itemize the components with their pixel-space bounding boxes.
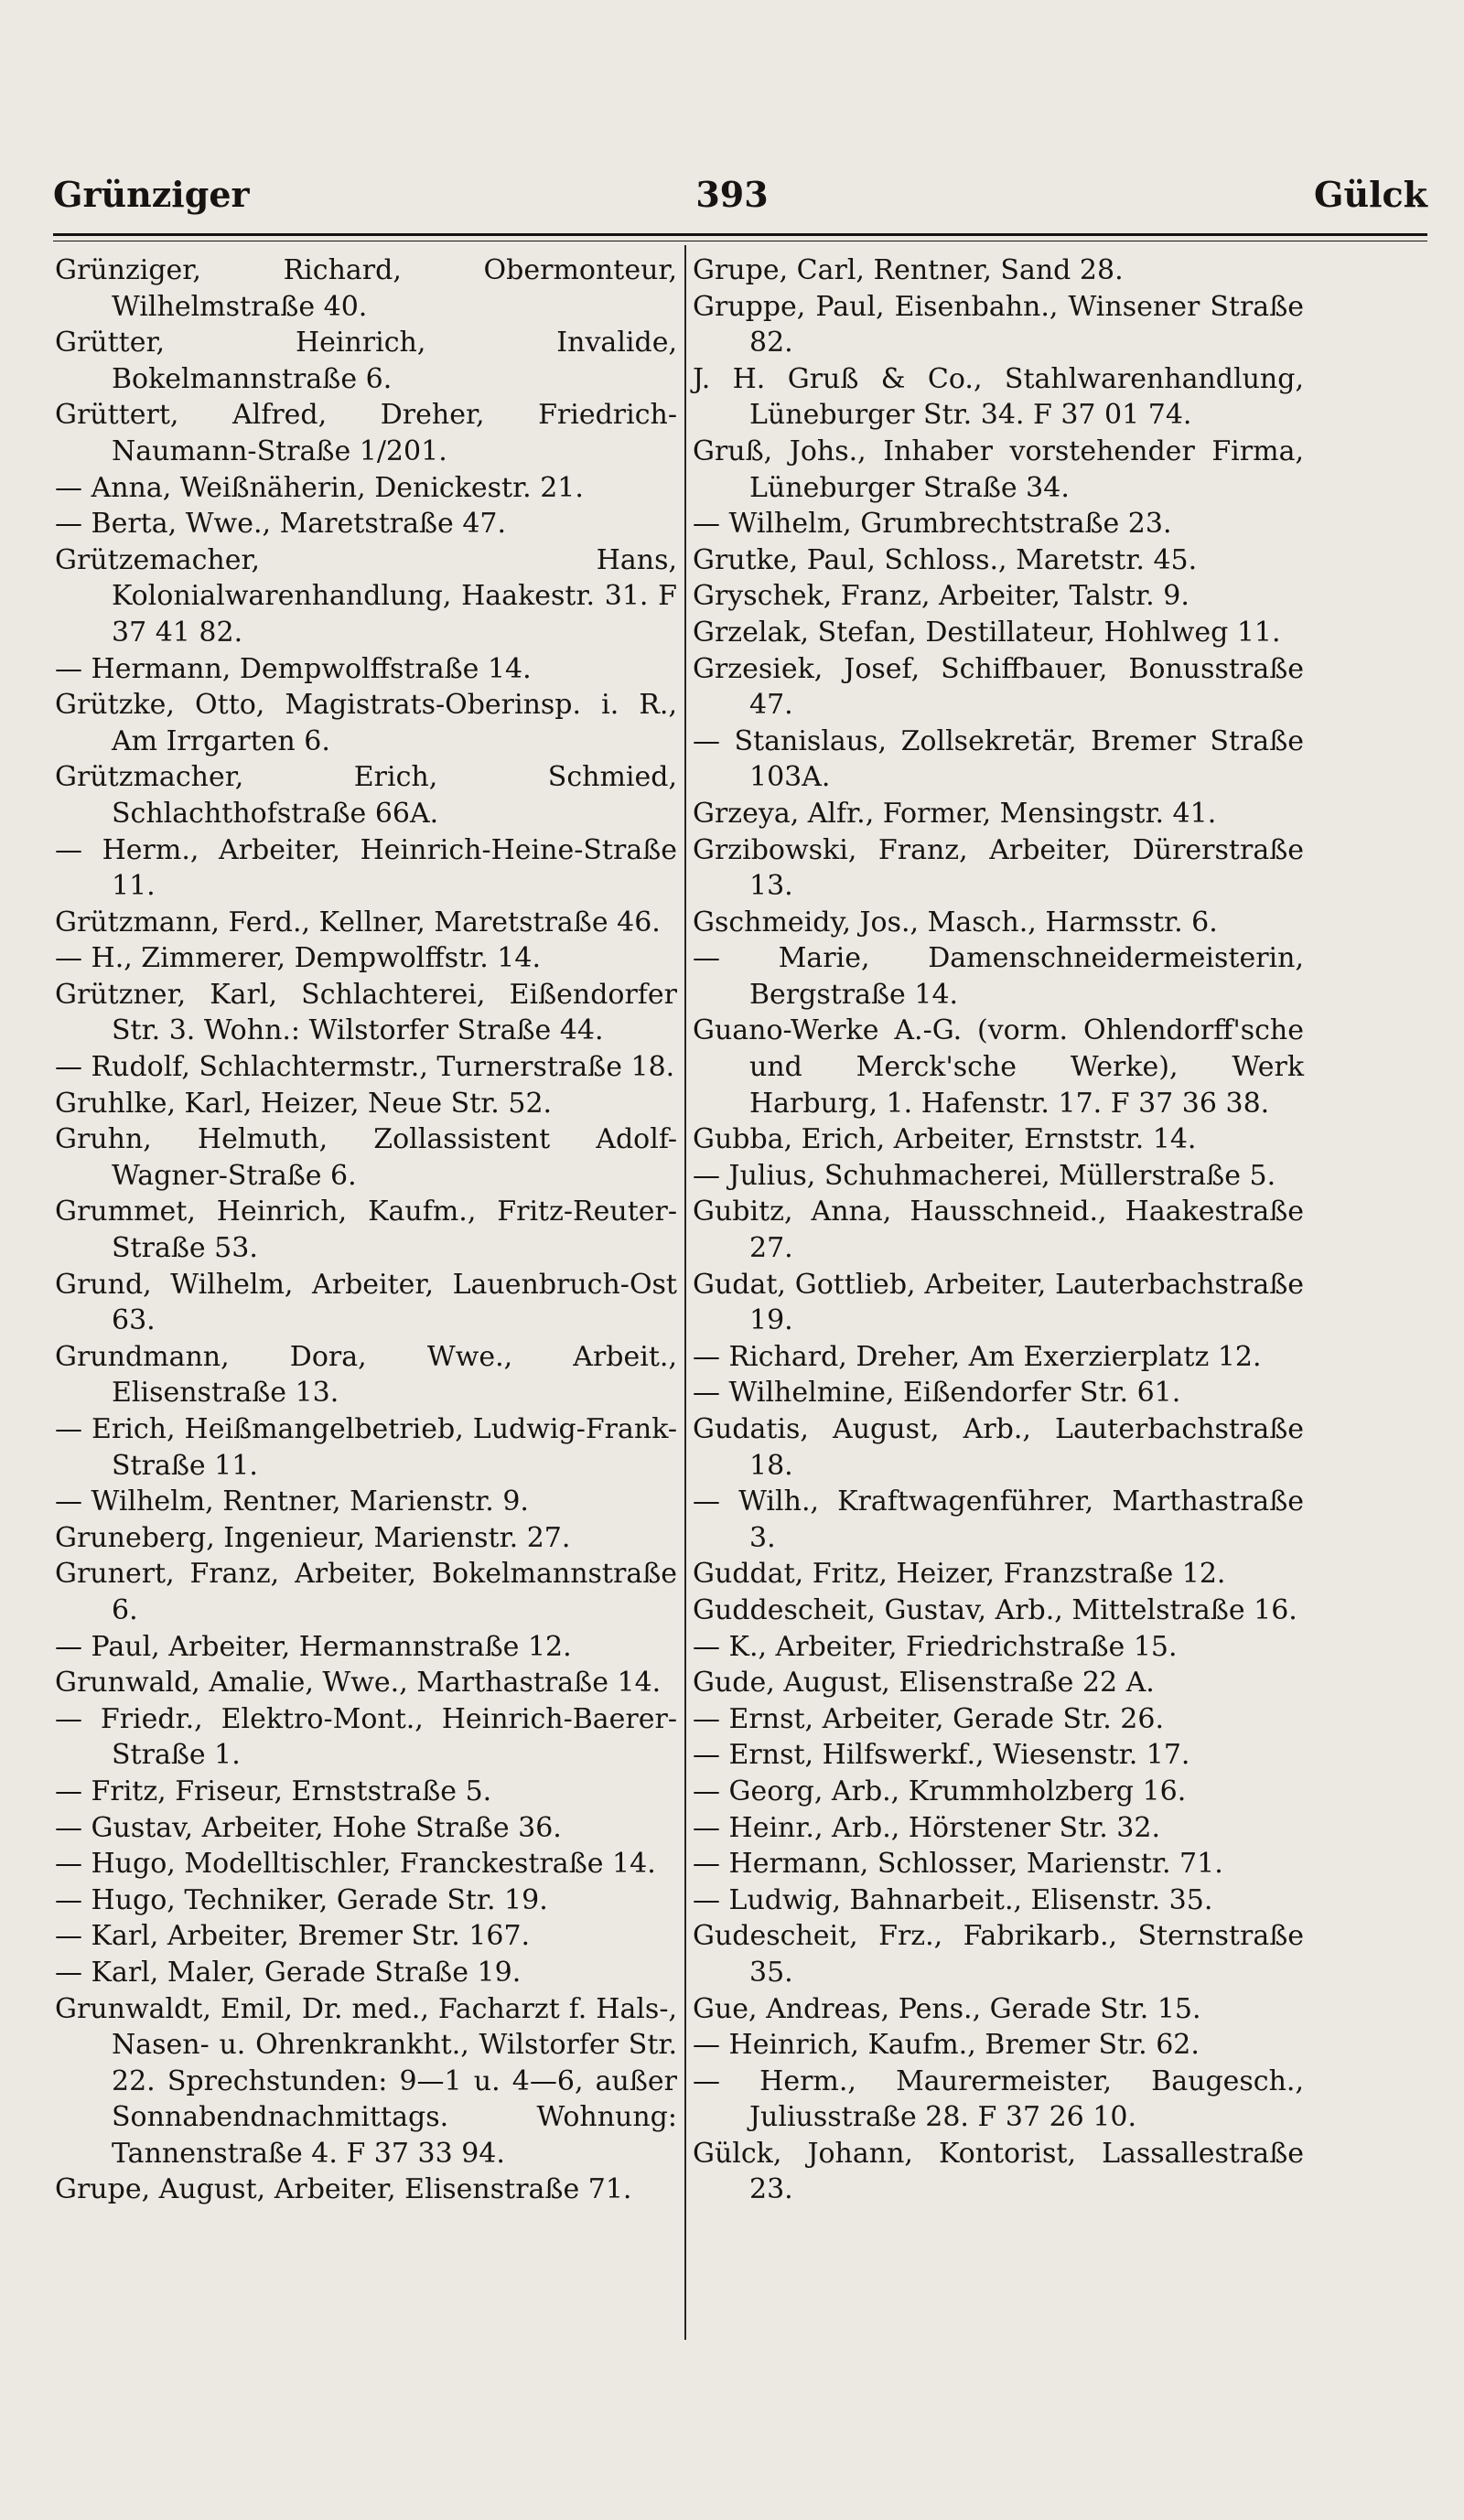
directory-entry: Gruneberg, Ingenieur, Marienstr. 27. (55, 1521, 571, 1554)
directory-entry: — Stanislaus, Zollsekretär, Bremer Straße 103A. (693, 724, 1304, 794)
directory-entry: Grützmann, Ferd., Kellner, Maretstraße 46. (55, 906, 661, 938)
directory-entry: Grund, Wilhelm, Arbeiter, Lauenbruch-Ost 63. (55, 1268, 677, 1337)
directory-entry: Grupe, August, Arbeiter, Elisenstraße 71. (55, 2173, 632, 2206)
directory-entry: — Gustav, Arbeiter, Hohe Straße 36. (55, 1811, 562, 1844)
header-rule (53, 233, 1427, 236)
directory-entry: — Heinrich, Kaufm., Bremer Str. 62. (693, 2029, 1200, 2062)
directory-entry: Gudat, Gottlieb, Arbeiter, Lauterbachstraße 19. (693, 1268, 1304, 1337)
directory-entry: Gruhlke, Karl, Heizer, Neue Str. 52. (55, 1087, 553, 1120)
directory-entry: J. H. Gruß & Co., Stahlwarenhandlung, Lüneburger Str. 34. F 37 01 74. (693, 362, 1304, 432)
directory-entry: Grünziger, Richard, Obermonteur, Wilhelmstraße 40. (55, 254, 677, 323)
directory-entry: — Hermann, Dempwolffstraße 14. (55, 652, 532, 685)
directory-entry: — Heinr., Arb., Hörstener Str. 32. (693, 1811, 1160, 1844)
directory-entry: — Richard, Dreher, Am Exerzierplatz 12. (693, 1340, 1262, 1373)
directory-entry: — Erich, Heißmangelbetrieb, Ludwig-Frank-Straße 11. (55, 1413, 677, 1482)
directory-entry: Grzeya, Alfr., Former, Mensingstr. 41. (693, 797, 1217, 830)
directory-entry: — Berta, Wwe., Maretstraße 47. (55, 508, 507, 541)
directory-entry: — Hugo, Techniker, Gerade Str. 19. (55, 1883, 548, 1916)
directory-entry: Gruhn, Helmuth, Zollassistent Adolf-Wagner-Straße 6. (55, 1123, 677, 1192)
directory-entry: Guano-Werke A.-G. (vorm. Ohlendorff'sche und Merck'sche Werke), Werk Harburg, 1. Hafenstr. 17. F 37 36 38. (693, 1014, 1304, 1120)
directory-entry: Gude, August, Elisenstraße 22 A. (693, 1667, 1155, 1700)
directory-entry: Grummet, Heinrich, Kaufm., Fritz-Reuter-Straße 53. (55, 1196, 677, 1265)
directory-entry: Grüttert, Alfred, Dreher, Friedrich-Naumann-Straße 1/201. (55, 399, 677, 467)
directory-entry: Guddat, Fritz, Heizer, Franzstraße 12. (693, 1558, 1226, 1591)
header-first-name: Grünziger (53, 174, 250, 215)
column-divider (684, 245, 686, 2340)
directory-entry: Grzesiek, Josef, Schiffbauer, Bonusstraße 47. (693, 652, 1304, 722)
directory-entry: Gruppe, Paul, Eisenbahn., Winsener Straße 82. (693, 290, 1304, 359)
right-column (693, 252, 1304, 2208)
directory-entry: Gubba, Erich, Arbeiter, Ernststr. 14. (693, 1123, 1197, 1156)
directory-entry: Grunwaldt, Emil, Dr. med., Facharzt f. Hals-, Nasen- u. Ohrenkrankht., Wilstorfer Str. 22. Sprechstunden: 9—1 u. 4—6, außer Sonnabendnachmittags. Wohnung: Tannenstraße 4. F 37 33 94. (55, 1992, 677, 2170)
directory-entry: — Marie, Damenschneidermeisterin, Bergstraße 14. (693, 942, 1304, 1011)
directory-entry: Grundmann, Dora, Wwe., Arbeit., Elisenstraße 13. (55, 1340, 677, 1410)
header-last-name: Gülck (1314, 174, 1427, 215)
directory-entry: Grutke, Paul, Schloss., Maretstr. 45. (693, 543, 1198, 576)
directory-entry: — Ludwig, Bahnarbeit., Elisenstr. 35. (693, 1883, 1213, 1916)
directory-entry: Grützemacher, Hans, Kolonialwarenhandlung, Haakestr. 31. F 37 41 82. (55, 543, 677, 649)
directory-entry: Grzelak, Stefan, Destillateur, Hohlweg 11. (693, 616, 1281, 649)
directory-entry: Gschmeidy, Jos., Masch., Harmsstr. 6. (693, 906, 1218, 938)
directory-entry: — Paul, Arbeiter, Hermannstraße 12. (55, 1630, 572, 1663)
directory-entry: — Friedr., Elektro-Mont., Heinrich-Baerer-Straße 1. (55, 1702, 677, 1772)
directory-entry: — Anna, Weißnäherin, Denickestr. 21. (55, 471, 584, 504)
directory-entry: — Wilhelm, Rentner, Marienstr. 9. (55, 1485, 529, 1518)
directory-entry: Grupe, Carl, Rentner, Sand 28. (693, 254, 1124, 286)
directory-entry: — Ernst, Hilfswerkf., Wiesenstr. 17. (693, 1739, 1190, 1772)
directory-entry: — Ernst, Arbeiter, Gerade Str. 26. (693, 1702, 1164, 1735)
directory-entry: — Rudolf, Schlachtermstr., Turnerstraße 18. (55, 1051, 675, 1084)
directory-entry: Grützke, Otto, Magistrats-Oberinsp. i. R., Am Irrgarten 6. (55, 689, 677, 757)
directory-entry: — Julius, Schuhmacherei, Müllerstraße 5. (693, 1159, 1276, 1192)
directory-entry: Gudescheit, Frz., Fabrikarb., Sternstraße 35. (693, 1920, 1304, 1989)
directory-entry: Grunwald, Amalie, Wwe., Marthastraße 14. (55, 1667, 662, 1700)
directory-entry: — Herm., Arbeiter, Heinrich-Heine-Straße 11. (55, 833, 677, 903)
directory-entry: — Karl, Arbeiter, Bremer Str. 167. (55, 1920, 531, 1953)
directory-entry: — Wilh., Kraftwagenführer, Marthastraße 3. (693, 1485, 1304, 1554)
directory-entry: — Wilhelmine, Eißendorfer Str. 61. (693, 1377, 1181, 1410)
directory-entry: — H., Zimmerer, Dempwolffstr. 14. (55, 942, 541, 975)
page-number: 393 (695, 174, 769, 215)
directory-entry: — Karl, Maler, Gerade Straße 19. (55, 1956, 522, 1989)
directory-entry: Gruß, Johs., Inhaber vorstehender Firma, Lüneburger Straße 34. (693, 434, 1304, 504)
directory-entry: Gue, Andreas, Pens., Gerade Str. 15. (693, 1992, 1201, 2025)
directory-entry: Guddescheit, Gustav, Arb., Mittelstraße 16. (693, 1593, 1297, 1626)
directory-entry: Grzibowski, Franz, Arbeiter, Dürerstraße 13. (693, 833, 1304, 903)
directory-entry: — K., Arbeiter, Friedrichstraße 15. (693, 1630, 1178, 1663)
directory-entry: Grütter, Heinrich, Invalide, Bokelmannstraße 6. (55, 327, 677, 395)
directory-entry: Grützmacher, Erich, Schmied, Schlachthofstraße 66A. (55, 761, 677, 830)
directory-entry: — Wilhelm, Grumbrechtstraße 23. (693, 508, 1172, 541)
directory-entry: — Herm., Maurermeister, Baugesch., Juliusstraße 28. F 37 26 10. (693, 2064, 1304, 2134)
directory-entry: — Hermann, Schlosser, Marienstr. 71. (693, 1848, 1223, 1881)
directory-entry: Grunert, Franz, Arbeiter, Bokelmannstraße 6. (55, 1558, 677, 1626)
directory-entry: Gubitz, Anna, Hausschneid., Haakestraße 27. (693, 1196, 1304, 1265)
directory-entry: — Fritz, Friseur, Ernststraße 5. (55, 1775, 492, 1807)
directory-entry: Gudatis, August, Arb., Lauterbachstraße 18. (693, 1413, 1304, 1482)
left-column (55, 252, 677, 2208)
directory-entry: Gryschek, Franz, Arbeiter, Talstr. 9. (693, 580, 1190, 613)
directory-entry: Grützner, Karl, Schlachterei, Eißendorfer Str. 3. Wohn.: Wilstorfer Straße 44. (55, 978, 677, 1047)
directory-entry: Gülck, Johann, Kontorist, Lassallestraße 23. (693, 2137, 1304, 2206)
directory-entry: — Georg, Arb., Krummholzberg 16. (693, 1775, 1187, 1807)
running-header (0, 174, 1464, 225)
directory-entry: — Hugo, Modelltischler, Franckestraße 14. (55, 1848, 656, 1881)
